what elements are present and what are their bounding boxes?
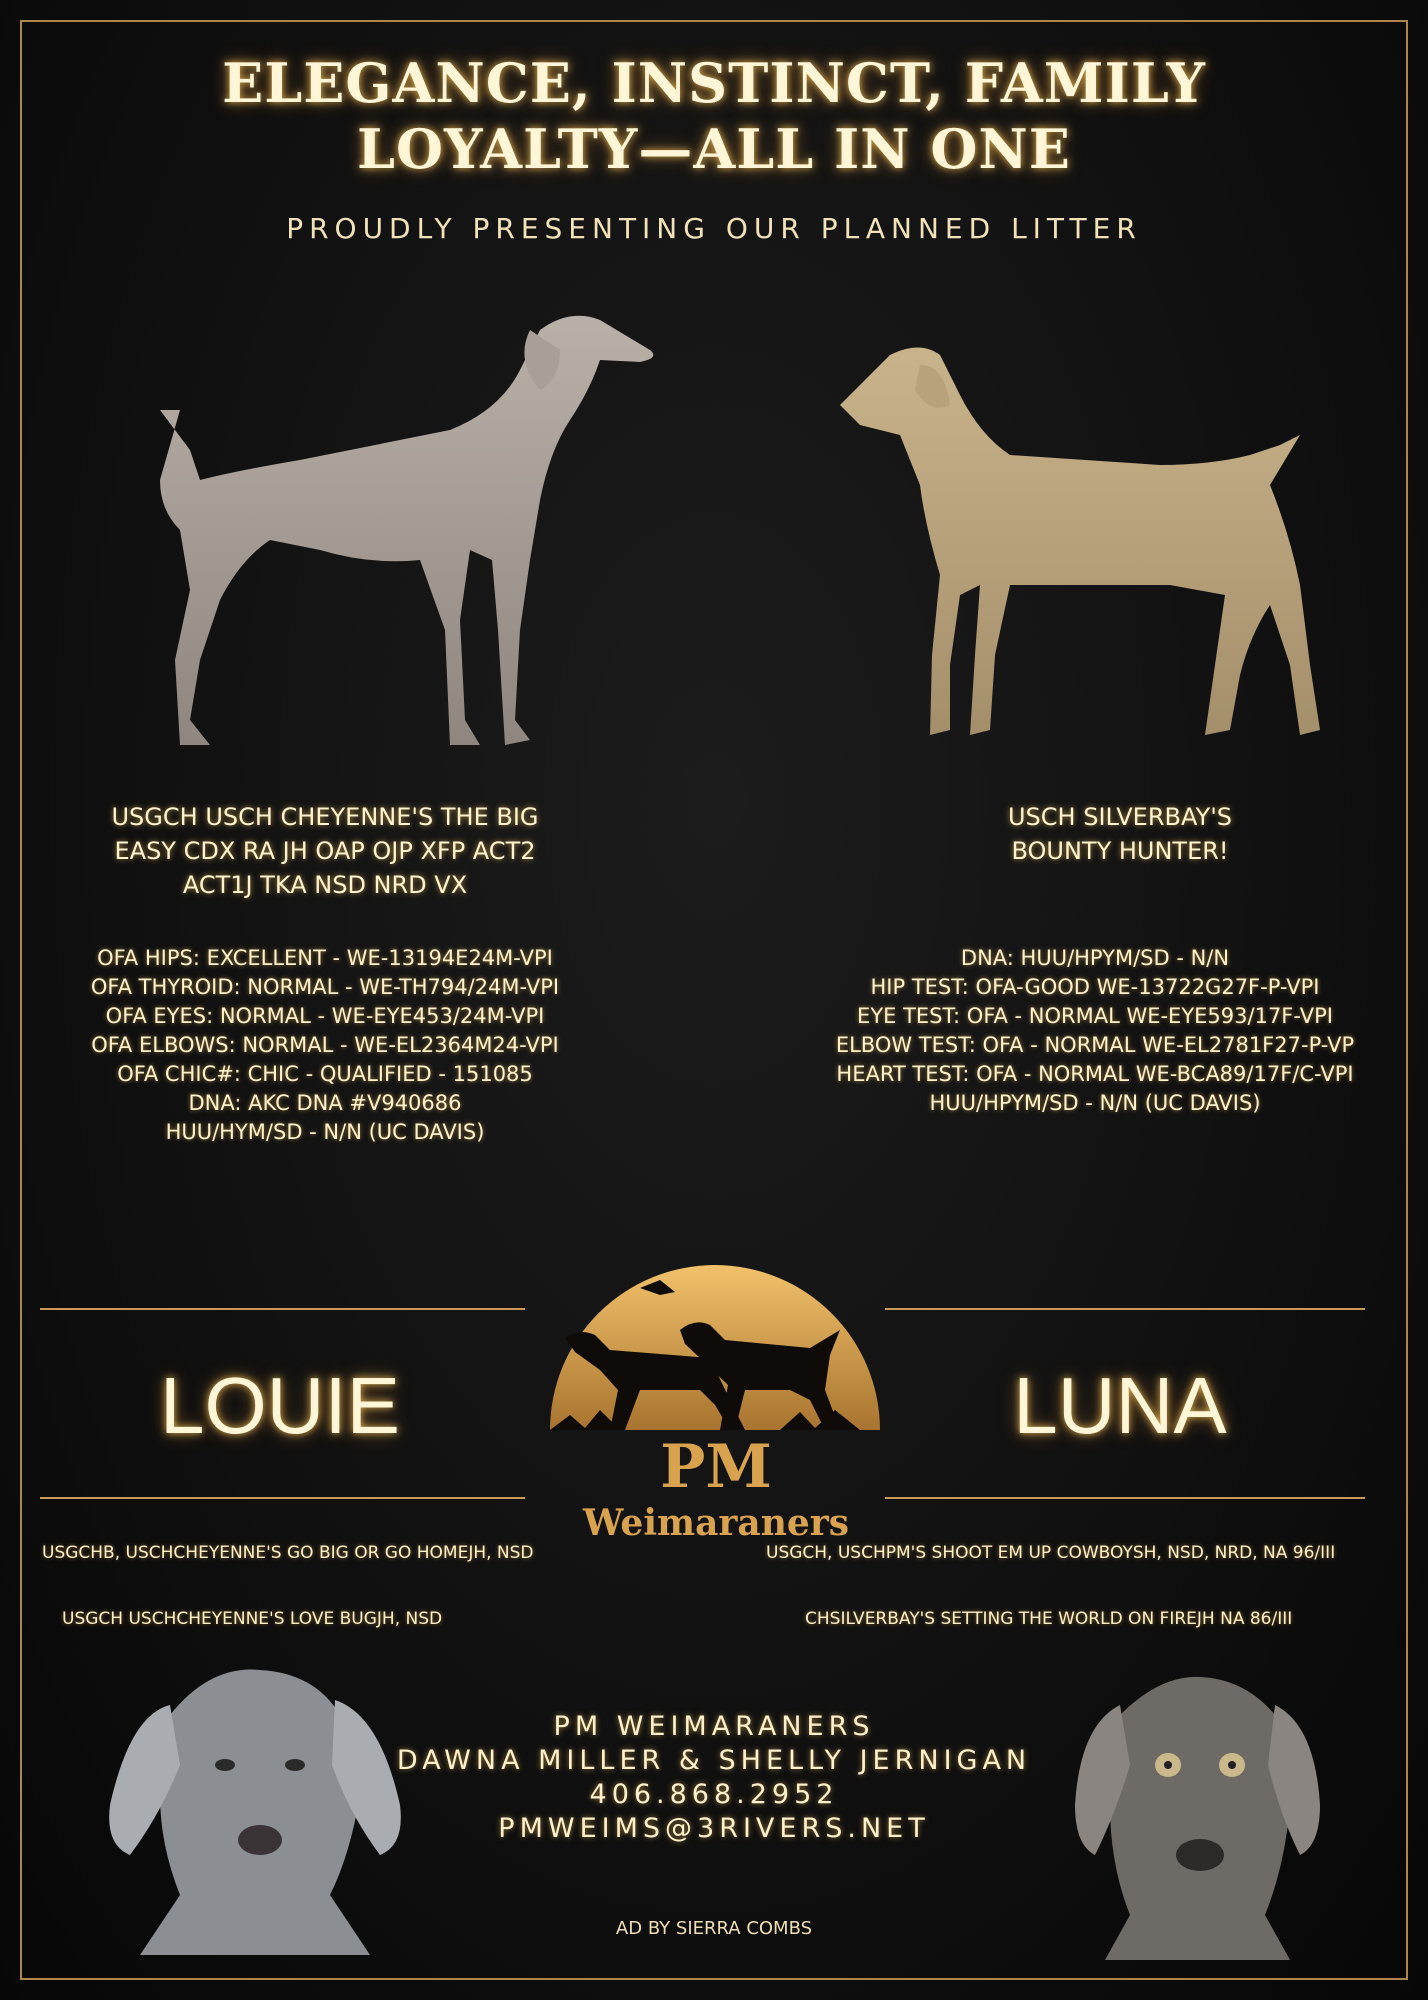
subtitle: PROUDLY PRESENTING OUR PLANNED LITTER — [286, 212, 1142, 245]
sire-health-item: OFA THYROID: NORMAL - WE-TH794/24M-VPI — [90, 975, 560, 999]
sire-health-item: HUU/HYM/SD - N/N (UC DAVIS) — [165, 1120, 485, 1144]
dam-sire: USGCH, USCHPM'S SHOOT EM UP COWBOYSH, NSD, NRD, NA 96/III — [766, 1543, 1336, 1563]
dam-dam: CHSILVERBAY'S SETTING THE WORLD ON FIREJH NA 86/III — [805, 1609, 1293, 1629]
headline — [0, 50, 1428, 182]
kennel-name: PM WEIMARANERS — [553, 1711, 875, 1742]
divider-right-bottom — [885, 1497, 1365, 1499]
dam-registered-name — [860, 800, 1380, 868]
dam-standing-photo — [830, 335, 1350, 755]
sire-dam: USGCH USCHCHEYENNE'S LOVE BUGJH, NSD — [62, 1609, 443, 1629]
dam-health-item: ELBOW TEST: OFA - NORMAL WE-EL2781F27-P-VP — [835, 1033, 1355, 1057]
dam-health-item: DNA: HUU/HPYM/SD - N/N — [960, 946, 1230, 970]
dam-health-item: HUU/HPYM/SD - N/N (UC DAVIS) — [929, 1091, 1261, 1115]
sire-health-list — [40, 944, 610, 1147]
divider-left-top — [40, 1308, 525, 1310]
dam-health-item: EYE TEST: OFA - NORMAL WE-EYE593/17F-VPI — [857, 1004, 1333, 1028]
dam-health-item: HIP TEST: OFA-GOOD WE-13722G27F-P-VPI — [870, 975, 1320, 999]
dam-health-list — [790, 944, 1400, 1118]
sire-health-item: OFA HIPS: EXCELLENT - WE-13194E24M-VPI — [97, 946, 553, 970]
logo-pm: PM — [660, 1432, 772, 1502]
sire-standing-photo — [120, 300, 680, 770]
sire-call-name: LOUIE — [159, 1361, 401, 1450]
contact-block — [0, 1710, 1428, 1846]
sire-health-item: OFA EYES: NORMAL - WE-EYE453/24M-VPI — [105, 1004, 545, 1028]
headline-line-1: ELEGANCE, INSTINCT, FAMILY — [222, 51, 1206, 115]
dam-name-line: USCH SILVERBAY'S — [1007, 803, 1233, 831]
sire-health-item: OFA ELBOWS: NORMAL - WE-EL2364M24-VPI — [91, 1033, 559, 1057]
sire-name-line: USGCH USCH CHEYENNE'S THE BIG — [111, 803, 539, 831]
dam-name-line: BOUNTY HUNTER! — [1011, 837, 1229, 865]
sire-registered-name — [60, 800, 590, 902]
sire-name-line: EASY CDX RA JH OAP OJP XFP ACT2 — [114, 837, 536, 865]
email-address[interactable]: PMWEIMS@3RIVERS.NET — [498, 1813, 930, 1844]
sire-sire: USGCHB, USCHCHEYENNE'S GO BIG OR GO HOMEJH, NSD — [42, 1543, 534, 1563]
logo-wordmark — [536, 1432, 896, 1544]
dam-health-item: HEART TEST: OFA - NORMAL WE-BCA89/17F/C-VPI — [836, 1062, 1354, 1086]
dam-call-name: LUNA — [1013, 1361, 1227, 1450]
ad-credit: AD BY SIERRA COMBS — [615, 1918, 813, 1939]
headline-line-2: LOYALTY—ALL IN ONE — [357, 117, 1071, 181]
sire-health-item: DNA: AKC DNA #V940686 — [188, 1091, 462, 1115]
owner-names: DAWNA MILLER & SHELLY JERNIGAN — [396, 1745, 1032, 1776]
phone-number[interactable]: 406.868.2952 — [589, 1779, 839, 1810]
pm-weimaraners-logo — [530, 1240, 900, 1440]
logo-weimaraners: Weimaraners — [582, 1502, 850, 1544]
sire-health-item: OFA CHIC#: CHIC - QUALIFIED - 151085 — [117, 1062, 533, 1086]
divider-right-top — [885, 1308, 1365, 1310]
divider-left-bottom — [40, 1497, 525, 1499]
sire-name-line: ACT1J TKA NSD NRD VX — [182, 871, 468, 899]
